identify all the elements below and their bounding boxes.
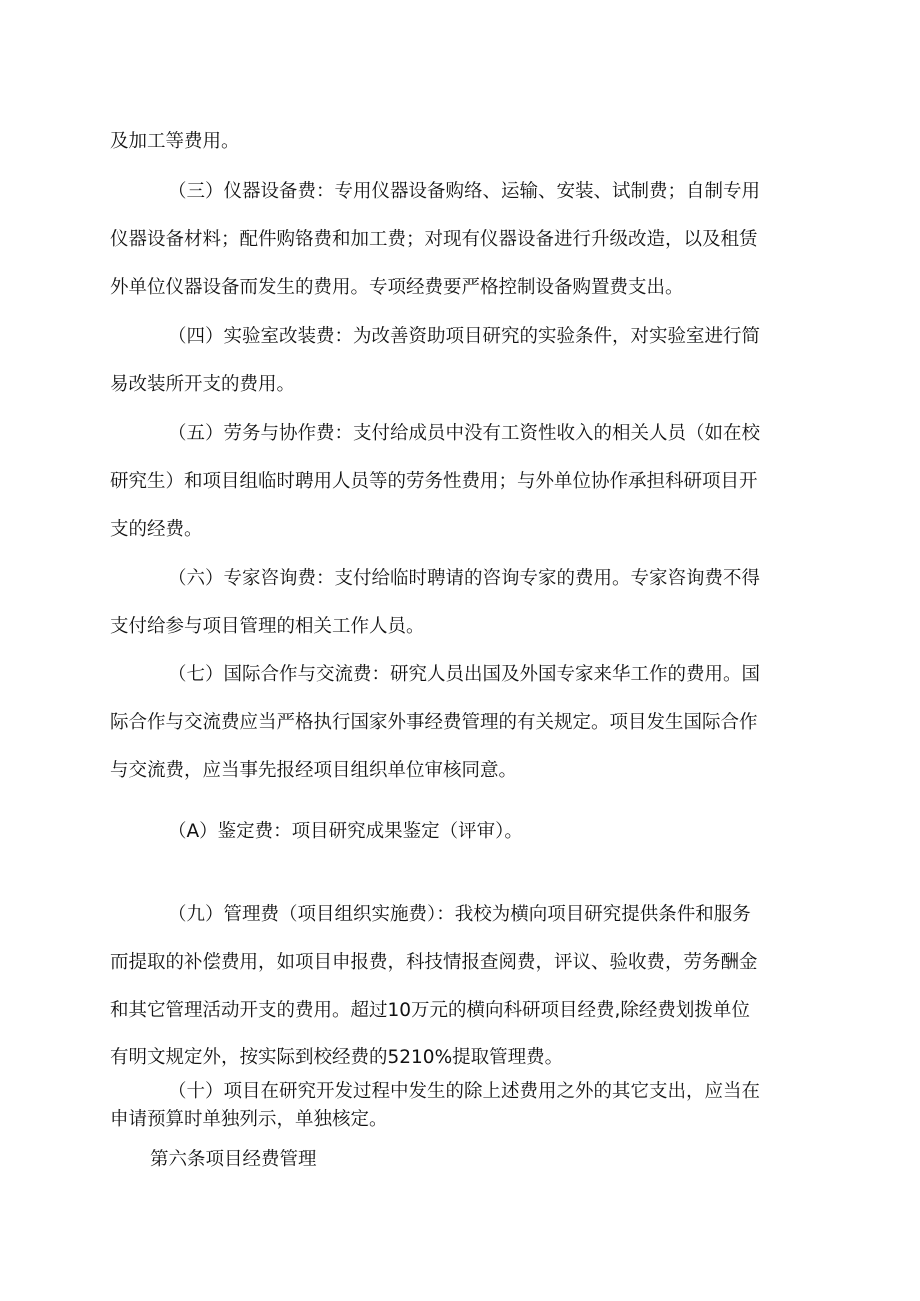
paragraph-item-3-line-2: 仪器设备材料；配件购铬费和加工费；对现有仪器设备进行升级改造，以及租赁 [110, 229, 758, 250]
paragraph-item-4-line-1: （四）实验室改装费：为改善资助项目研究的实验条件，对实验室进行简 [168, 326, 761, 347]
paragraph-item-8: （A）鉴定费：项目研究成果鉴定（评审）。 [168, 821, 523, 842]
paragraph-item-5-line-2: 研究生）和项目组临时聘用人员等的劳务性费用；与外单位协作承担科研项目开 [110, 471, 758, 492]
paragraph-item-5-line-1: （五）劳务与协作费：支付给成员中没有工资性收入的相关人员（如在校 [168, 423, 761, 444]
paragraph-item-6-line-2: 支付给参与项目管理的相关工作人员。 [110, 616, 425, 637]
paragraph-item-7-line-3: 与交流费，应当事先报经项目组织单位审核同意。 [110, 760, 518, 781]
paragraph-item-9-line-1: （九）管理费（项目组织实施费）：我校为横向项目研究提供条件和服务 [168, 904, 751, 925]
paragraph-item-6-line-1: （六）专家咨询费：支付给临时聘请的咨询专家的费用。专家咨询费不得 [168, 568, 761, 589]
paragraph-item-3-line-1: （三）仪器设备费：专用仪器设备购络、运输、安装、试制费；自制专用 [168, 181, 761, 202]
paragraph-item-7-line-1: （七）国际合作与交流费：研究人员出国及外国专家来华工作的费用。国 [168, 664, 761, 685]
paragraph-item-3-line-3: 外单位仪器设备而发生的费用。专项经费要严格控制设备购置费支出。 [110, 277, 684, 298]
article-heading: 第六条项目经费管理 [150, 1149, 317, 1170]
paragraph-item-7-line-2: 际合作与交流费应当严格执行国家外事经费管理的有关规定。项目发生国际合作 [110, 712, 758, 733]
paragraph-item-9-line-4: 有明文规定外，按实际到校经费的5210%提取管理费。 [110, 1047, 564, 1068]
paragraph-item-10-line-2: 申请预算时单独列示，单独核定。 [110, 1109, 388, 1130]
text-line: 及加工等费用。 [110, 131, 240, 152]
paragraph-item-10-line-1: （十）项目在研究开发过程中发生的除上述费用之外的其它支出，应当在 [168, 1081, 761, 1102]
paragraph-item-4-line-2: 易改装所开支的费用。 [110, 374, 296, 395]
paragraph-item-9-line-3: 和其它管理活动开支的费用。超过10万元的横向科研项目经费,除经费划拨单位 [110, 1000, 750, 1021]
paragraph-item-9-line-2: 而提取的补偿费用，如项目申报费，科技情报查阅费，评议、验收费，劳务酬金 [110, 952, 758, 973]
paragraph-item-5-line-3: 支的经费。 [110, 519, 203, 540]
